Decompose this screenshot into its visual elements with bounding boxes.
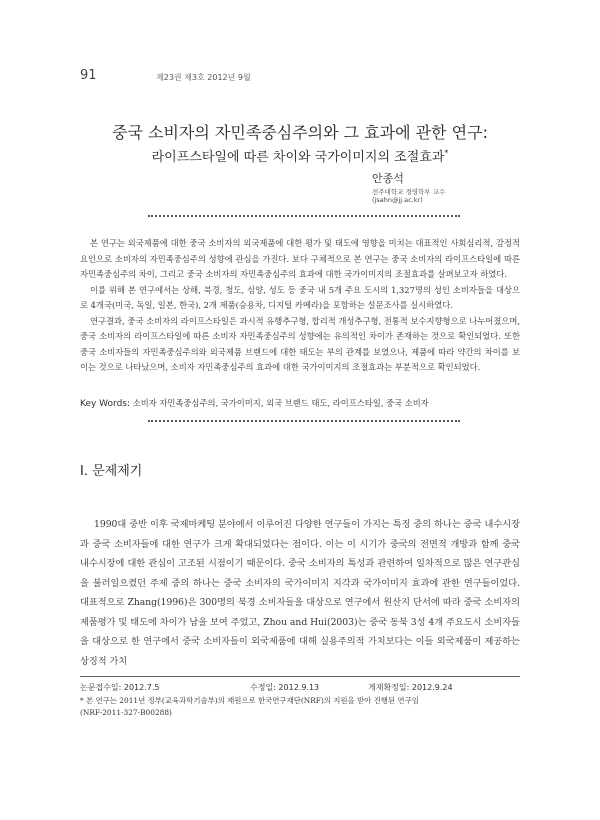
footer-rule bbox=[80, 676, 520, 677]
paper-title: 중국 소비자의 자민족중심주의와 그 효과에 관한 연구: bbox=[112, 123, 488, 142]
accepted-date: 게재확정일: 2012.9.24 bbox=[368, 683, 453, 692]
dotted-divider-top bbox=[148, 215, 460, 217]
footnote-line: * 본 연구는 2011년 정부(교육과학기술부)의 재원으로 한국연구재단(NRF)의 지원을 받아 진행된 연구임 bbox=[80, 696, 419, 705]
author-name: 안종석 bbox=[372, 172, 404, 185]
abstract bbox=[80, 236, 520, 376]
subtitle-text: 라이프스타일에 따른 차이와 국가이미지의 조절효과 bbox=[151, 150, 445, 165]
author-affiliation: 전주대학교 경영학부 교수 bbox=[372, 188, 446, 196]
keywords-list: 소비자 자민족중심주의, 국가이미지, 외국 브랜드 태도, 라이프스타일, 중국 소비자 bbox=[132, 398, 429, 408]
abstract-paragraph: 본 연구는 외국제품에 대한 중국 소비자의 외국제품에 대한 평가 및 태도에 영향을 미치는 대표적인 사회심리적, 감정적 요인으로 소비자의 자민족중심주의 성향에 관심을 가진다. 보다 구체적으로 본 연구는 중국 소비자의 라이프스타일에 따른 자민족중심주의 차이, 그리고 중국 소비자의 자민족중심주의 효과에 대한 국가이미지의 조절효과를 살펴보고자 하였다. bbox=[80, 238, 520, 279]
funding-footnote bbox=[80, 695, 520, 718]
running-header bbox=[80, 70, 540, 86]
revised-date: 수정일: 2012.9.13 bbox=[250, 683, 320, 692]
keywords-label: Key Words: bbox=[80, 399, 131, 409]
body-paragraph: 1990대 중반 이후 국제마케팅 분야에서 이루어진 다양한 연구들이 가지는 특징 중의 하나는 중국 내수시장과 중국 소비자들에 대한 연구가 크게 확대되었다는 점이다. 이는 이 시기가 중국의 전면적 개방과 함께 중국 내수시장에 대한 관심이 고조된 시점이기 때문이다. 중국 소비자의 특성과 관련하여 일차적으로 많은 연구관심을 불러일으켰던 주제 중의 하나는 중국 소비자의 국가이미지 지각과 국가이미지 효과에 관한 연구들이었다. 대표적으로 Zhang(1996)은 300명의 북경 소비자들을 대상으로 연구에서 원산지 단서에 따라 중국 소비자의 제품평가 및 태도에 차이가 남을 보여 주었고, Zhou and Hui(2003)는 중국 동북 3성 4개 주요도시 소비자들을 대상으로 한 연구에서 중국 소비자들이 외국제품에 대해 실용주의적 가치보다는 이들 외국제품이 제공하는 상징적 가치 bbox=[80, 519, 520, 667]
page-number: 91 bbox=[80, 68, 97, 83]
journal-info: 제23권 제3호 2012년 9월 bbox=[156, 73, 251, 82]
abstract-paragraph: 이를 위해 본 연구에서는 상해, 북경, 청도, 심양, 성도 등 중국 내 5개 주요 도시의 1,327명의 성인 소비자들을 대상으로 4개국(미국, 독일, 일본, 한국), 2개 제품(승용차, 디지털 카메라)을 포함하는 설문조사를 실시하였다. bbox=[80, 284, 520, 310]
paper-subtitle bbox=[60, 146, 540, 165]
submission-dates bbox=[80, 682, 520, 696]
body-text bbox=[80, 515, 520, 671]
received-date: 논문접수일: 2012.7.5 bbox=[80, 683, 160, 692]
footnote-line: (NRF-2011-327-B00288) bbox=[80, 707, 172, 717]
abstract-paragraph: 연구결과, 중국 소비자의 라이프스타일은 과시적 유행추구형, 합리적 개성추구형, 전통적 보수지향형으로 나누어졌으며, 중국 소비자의 라이프스타일에 따른 소비자 자민족중심주의 성향에는 유의적인 차이가 존재하는 것으로 확인되었다. 또한 중국 소비자들의 자민족중심주의와 외국제품 브랜드에 대한 태도는 부의 관계를 보였으나, 제품에 따라 약간의 차이를 보이는 것으로 나타났으며, 소비자 자민족중심주의 효과에 대한 국가이미지의 조절효과는 부분적으로 확인되었다. bbox=[80, 315, 520, 372]
footnote-mark: * bbox=[444, 148, 449, 158]
author-email: (jsahn@jj.ac.kr) bbox=[372, 196, 423, 204]
section-heading: Ⅰ. 문제제기 bbox=[80, 464, 143, 479]
keywords bbox=[80, 397, 520, 409]
dotted-divider-bottom bbox=[148, 420, 460, 422]
